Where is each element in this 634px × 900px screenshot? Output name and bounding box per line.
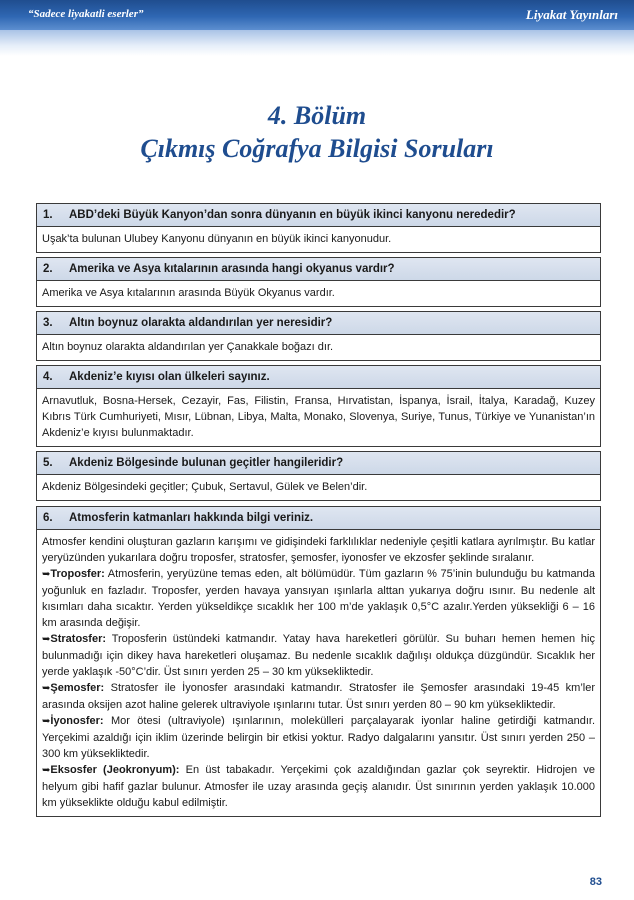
answer-body: [37, 227, 600, 252]
question-header: [37, 312, 600, 335]
layer-text: Stratosfer ile İyonosfer arasındaki katmandır. Stratosfer ile Şemosfer arasındaki 19-45 km’ler arasında oksijen azot haline gelerek ultraviyole ışınlarını tutar. Üst sınırı yerden 80 – 90 km yüksekliktedir.: [42, 682, 595, 711]
layer-text: Atmosferin, yeryüzüne temas eden, alt bölümüdür. Tüm gazların % 75’inin bulunduğu bu katmanda yoğunluk en fazladır. Troposfer, yerden havaya yansıyan ışınlarla alttan yukarıya doğru ısınır. Bu nedenle alt kısımları daha sıcaktır. Yerden yükseldikçe sıcaklık her 100 m’de yaklaşık 0,5°C azalır.Yerden yüksekliği 6 – 16 km arasında değişir.: [42, 568, 595, 629]
question-box-4: [36, 365, 601, 447]
arrow-icon: ➥: [42, 716, 51, 727]
question-text: Amerika ve Asya kıtalarının arasında hangi okyanus vardır?: [69, 263, 395, 275]
question-box-1: [36, 203, 601, 253]
answer-body: [37, 335, 600, 360]
answer-text: Akdeniz Bölgesindeki geçitler; Çubuk, Sertavul, Gülek ve Belen’dir.: [42, 481, 368, 493]
question-box-2: [36, 257, 601, 307]
answer-text: Uşak’ta bulunan Ulubey Kanyonu dünyanın en büyük ikinci kanyonudur.: [42, 233, 392, 245]
arrow-icon: ➥: [42, 683, 51, 694]
layer-text: Troposferin üstündeki katmandır. Yatay hava hareketleri görülür. Su buharı hemen hemen hiç bulunmadığı için dikey hava hareketleri oluşamaz. Bu nedenle sıcaklık dağılışı oldukça düzgündür. Sıcaklık her yerde yaklaşık -50°C’dir. Üst sınırı yerden 25 – 30 km yüksekliktedir.: [42, 633, 595, 678]
layer-name: Şemosfer:: [50, 682, 105, 694]
header-fade: [0, 30, 634, 56]
layer-semosfer: [42, 680, 595, 713]
arrow-icon: ➥: [42, 765, 51, 776]
question-number: 5.: [43, 457, 53, 469]
question-box-5: [36, 451, 601, 501]
layer-name: Eksosfer (Jeokronyum):: [50, 764, 180, 776]
answer-body: [37, 475, 600, 500]
layer-name: Stratosfer:: [50, 633, 107, 645]
layer-text: En üst tabakadır. Yerçekimi çok azaldığından gazlar çok seyrektir. Hidrojen ve helyum gibi hafif gazlar bulunur. Atmosfer ile uzay arasında geçiş alanıdır. Üst sınırının yerden yaklaşık 10.000 km yükseklikte olduğu kabul edilmiştir.: [42, 764, 595, 809]
question-header: [37, 204, 600, 227]
question-text: Akdeniz Bölgesinde bulunan geçitler hangileridir?: [69, 457, 344, 469]
question-text: ABD’deki Büyük Kanyon’dan sonra dünyanın en büyük ikinci kanyonu nerededir?: [69, 209, 516, 221]
header-publisher: Liyakat Yayınları: [525, 7, 618, 22]
answer-text: Altın boynuz olarakta aldandırılan yer Çanakkale boğazı dır.: [42, 341, 334, 353]
question-number: 6.: [43, 512, 53, 524]
question-header: [37, 452, 600, 475]
header-slogan: “Sadece liyakatli eserler”: [28, 8, 144, 20]
layer-name: Troposfer:: [50, 568, 105, 580]
layer-iyonosfer: [42, 713, 595, 762]
layer-stratosfer: [42, 631, 595, 680]
layer-text: Mor ötesi (ultraviyole) ışınlarının, molekülleri parçalayarak iyonlar haline getirdiği katmandır. Yerçekimi azaldığı için iklim üzerinde belirgin bir etkisi yoktur. Radyo dalgalarını yansıtır. Üst sınırı yerden 250 – 300 km yüksekliktedir.: [42, 715, 595, 760]
answer-text: Amerika ve Asya kıtalarının arasında Büyük Okyanus vardır.: [42, 287, 335, 299]
question-text: Akdeniz’e kıyısı olan ülkeleri sayınız.: [69, 371, 270, 383]
question-header: [37, 507, 600, 530]
question-number: 1.: [43, 209, 53, 221]
page-number: 83: [589, 876, 602, 888]
question-header: [37, 258, 600, 281]
answer-body: [37, 389, 600, 446]
layer-name: İyonosfer:: [50, 715, 104, 727]
question-text: Altın boynuz olarakta aldandırılan yer neresidir?: [69, 317, 333, 329]
question-number: 3.: [43, 317, 53, 329]
answer-body: [37, 530, 600, 816]
answer-body: [37, 281, 600, 306]
question-header: [37, 366, 600, 389]
arrow-icon: ➥: [42, 569, 51, 580]
chapter-number: 4. Bölüm: [267, 101, 367, 130]
chapter-name: Çıkmış Coğrafya Bilgisi Soruları: [140, 134, 494, 163]
question-number: 2.: [43, 263, 53, 275]
question-number: 4.: [43, 371, 53, 383]
layer-troposfer: [42, 566, 595, 631]
question-box-6: [36, 506, 601, 817]
answer-text: Arnavutluk, Bosna-Hersek, Cezayir, Fas, Filistin, Fransa, Hırvatistan, İspanya, İsrail, İtalya, Karadağ, Kuzey Kıbrıs Türk Cumhuriyeti, Mısır, Lübnan, Libya, Malta, Monako, Slovenya, Suriye, Tunus, Türkiye ve Yunanistan’ın Akdeniz’e kıyısı bulunmaktadır.: [42, 395, 595, 439]
question-text: Atmosferin katmanları hakkında bilgi veriniz.: [69, 512, 314, 524]
chapter-title: [0, 100, 634, 166]
arrow-icon: ➥: [42, 634, 51, 645]
layer-eksosfer: [42, 762, 595, 811]
answer-intro: Atmosfer kendini oluşturan gazların karışımı ve gidişindeki farklılıklar nedeniyle çeşitli katlara ayrılmıştır. Bu katlar yeryüzünden yukarılara doğru troposfer, stratosfer, şemosfer, iyonosfer ve ekzosfer şeklinde sıralanır.: [42, 536, 595, 564]
question-box-3: [36, 311, 601, 361]
